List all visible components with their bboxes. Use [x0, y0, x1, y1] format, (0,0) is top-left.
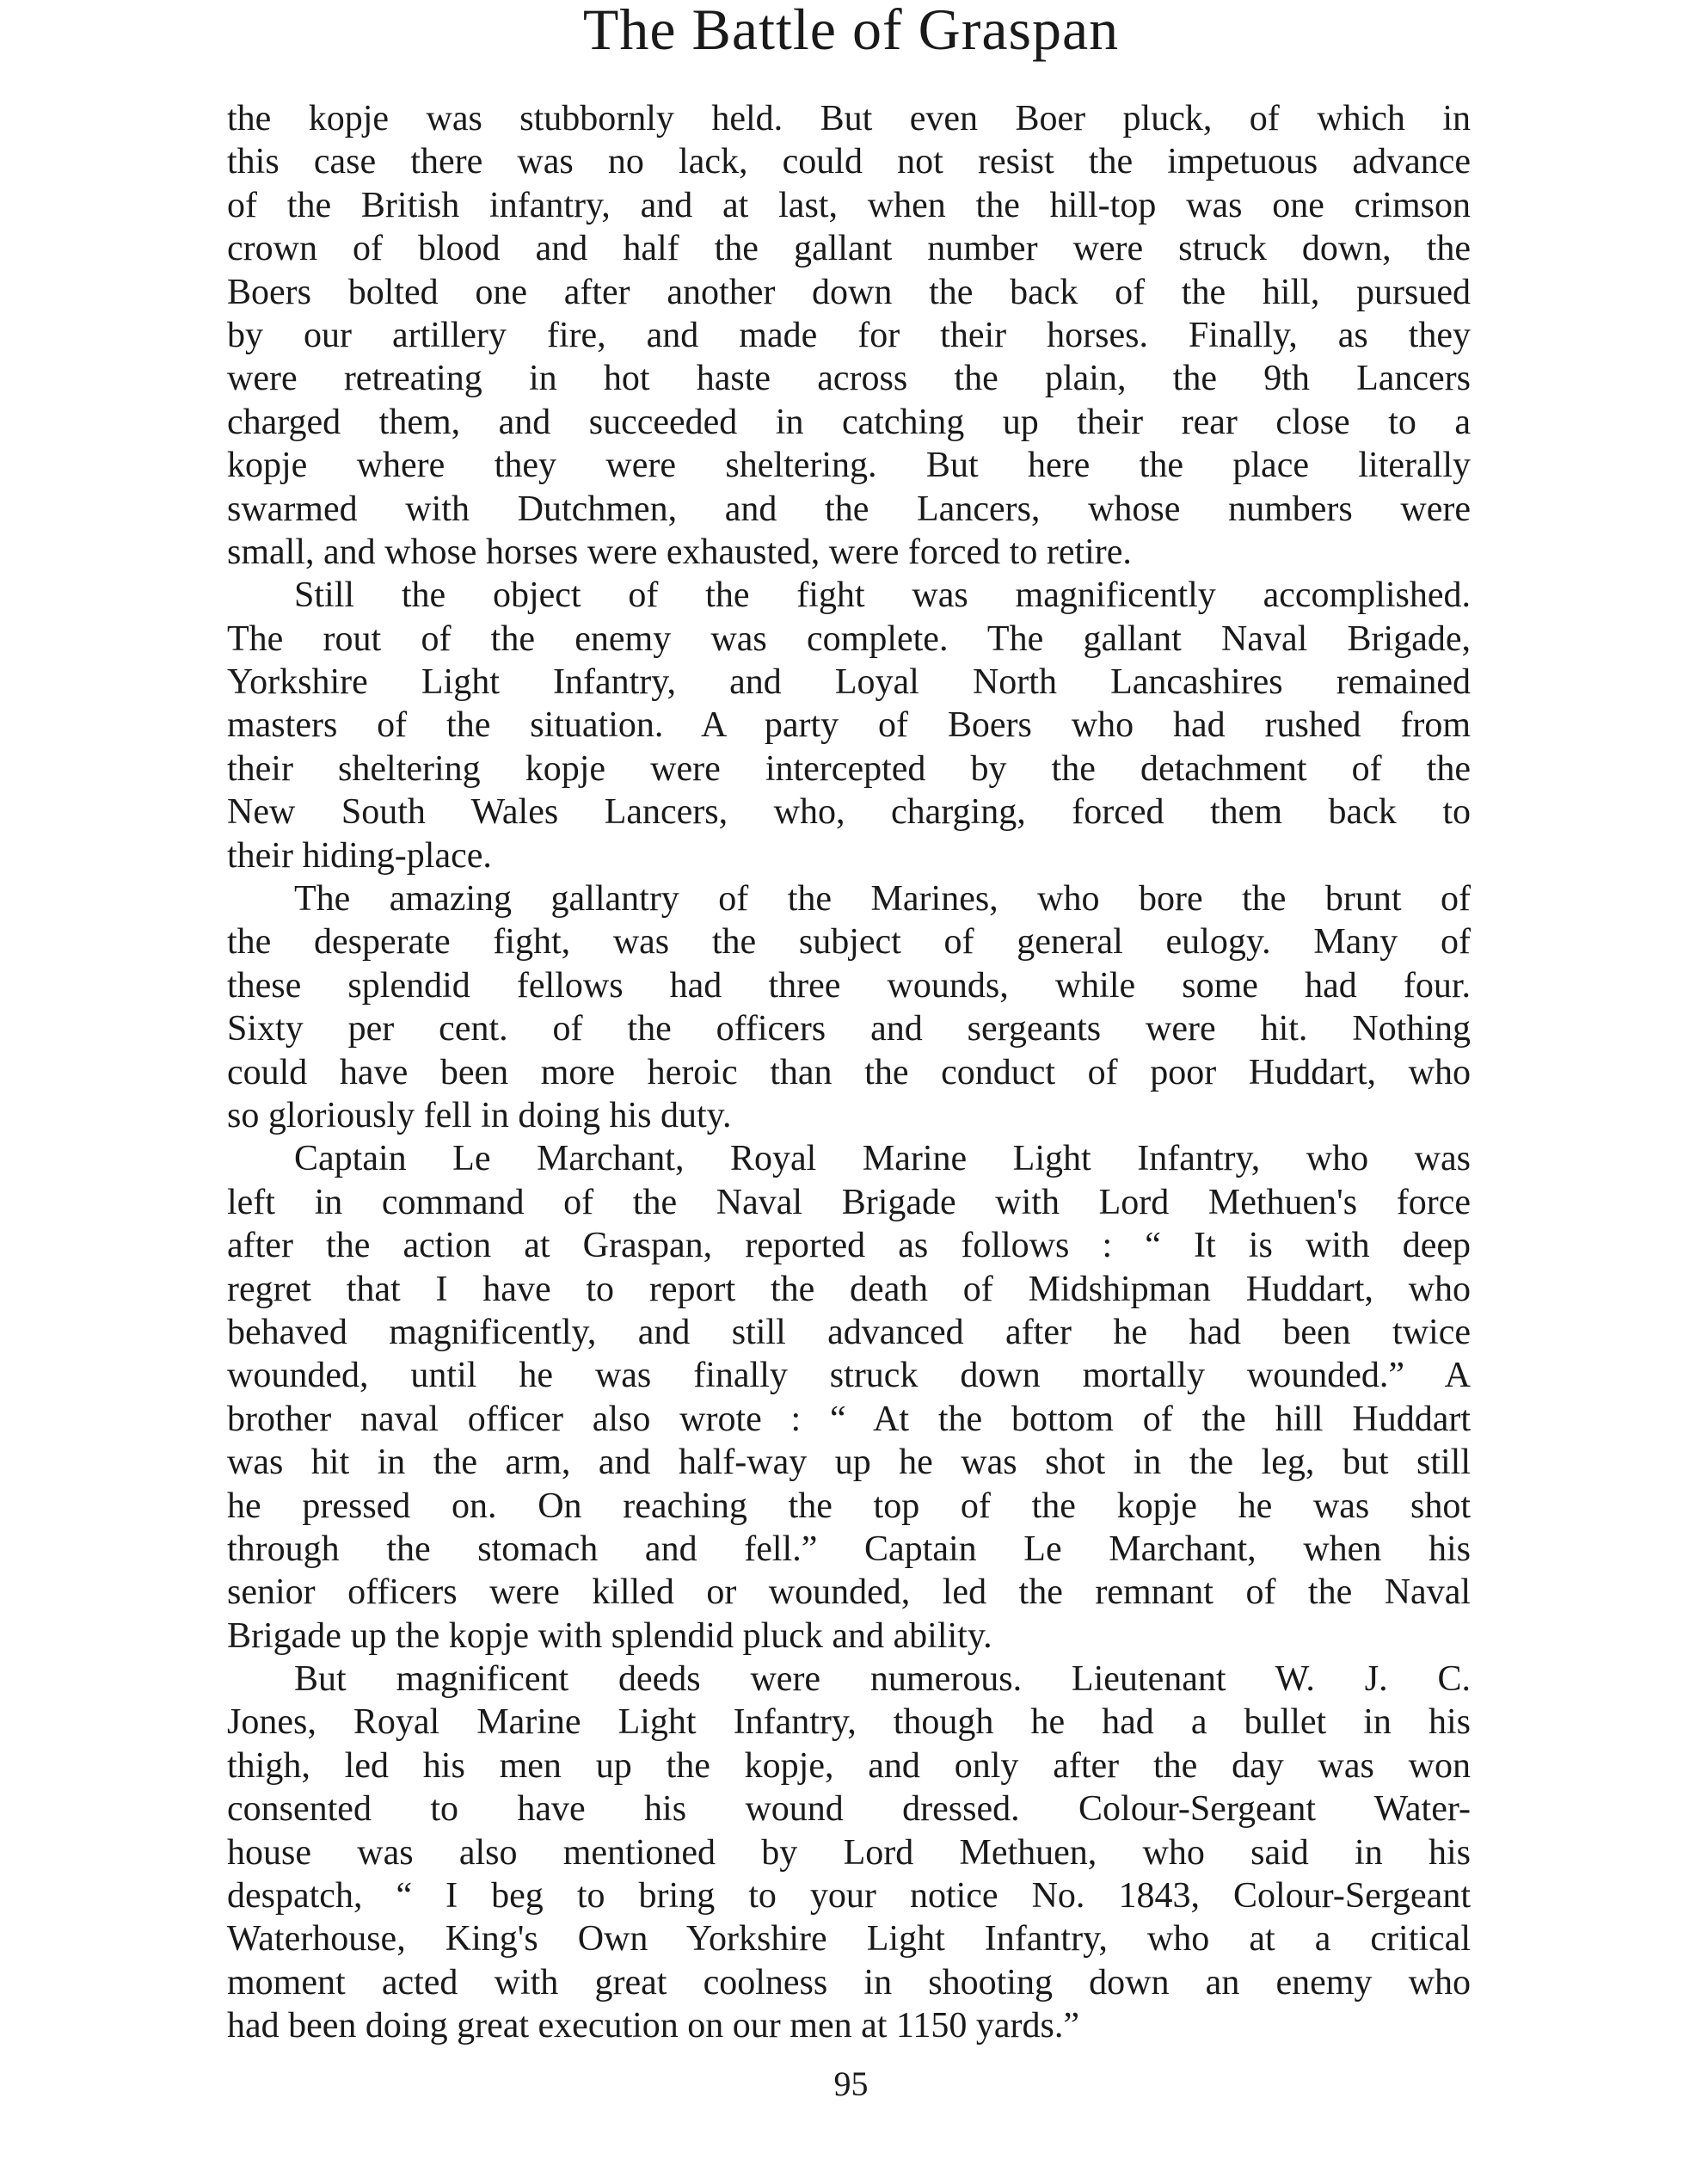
text-line: by our artillery fire, and made for their horses. Finally, as they	[227, 315, 1471, 355]
text-line: despatch, “ I beg to bring to your notice No. 1843, Colour-Sergeant	[227, 1876, 1471, 1916]
text-line: he pressed on. On reaching the top of the kopje he was shot	[227, 1486, 1471, 1526]
text-line: Yorkshire Light Infantry, and Loyal North Lancashires remained	[227, 662, 1471, 703]
text-line: through the stomach and fell.” Captain Le Marchant, when his	[227, 1529, 1471, 1569]
text-line: The rout of the enemy was complete. The gallant Naval Brigade,	[227, 618, 1471, 659]
text-line: kopje where they were sheltering. But here the place literally	[227, 446, 1471, 486]
paragraph	[227, 1137, 1471, 1658]
text-line: crown of blood and half the gallant number were struck down, the	[227, 229, 1471, 269]
text-line: behaved magnificently, and still advanced after he had been twice	[227, 1312, 1471, 1352]
text-line: The amazing gallantry of the Marines, who bore the brunt of	[294, 879, 1471, 920]
text-line: Brigade up the kopje with splendid pluck and ability.	[227, 1615, 992, 1656]
text-line: masters of the situation. A party of Boers who had rushed from	[227, 705, 1471, 746]
text-line: Still the object of the fight was magnificently accomplished.	[294, 575, 1471, 616]
text-line: swarmed with Dutchmen, and the Lancers, whose numbers were	[227, 489, 1471, 529]
paragraph	[227, 97, 1471, 574]
paragraph	[227, 1658, 1471, 2048]
text-line: charged them, and succeeded in catching up their rear close to a	[227, 402, 1471, 442]
text-line: consented to have his wound dressed. Colour-Sergeant Water-	[227, 1789, 1471, 1830]
text-line: Captain Le Marchant, Royal Marine Light Infantry, who was	[294, 1139, 1471, 1179]
text-line: small, and whose horses were exhausted, were forced to retire.	[227, 532, 1132, 572]
text-line: thigh, led his men up the kopje, and only after the day was won	[227, 1745, 1471, 1786]
text-line: could have been more heroic than the conduct of poor Huddart, who	[227, 1052, 1471, 1092]
paragraph	[227, 877, 1471, 1137]
text-line: Jones, Royal Marine Light Infantry, though he had a bullet in his	[227, 1702, 1471, 1743]
text-line: the desperate fight, was the subject of general eulogy. Many of	[227, 922, 1471, 963]
text-line: had been doing great execution on our men at 1150 yards.”	[227, 2006, 1079, 2046]
text-line: New South Wales Lancers, who, charging, forced them back to	[227, 792, 1471, 833]
text-line: their hiding-place.	[227, 835, 492, 876]
page-number: 95	[833, 2064, 869, 2103]
text-line: moment acted with great coolness in shooting down an enemy who	[227, 1962, 1471, 2003]
text-line: were retreating in hot haste across the plain, the 9th Lancers	[227, 359, 1471, 399]
text-line: after the action at Graspan, reported as follows : “ It is with deep	[227, 1226, 1471, 1266]
text-line: of the British infantry, and at last, when the hill-top was one crimson	[227, 185, 1471, 225]
body-text	[227, 97, 1471, 2048]
text-line: senior officers were killed or wounded, led the remnant of the Naval	[227, 1572, 1471, 1613]
text-line: left in command of the Naval Brigade with Lord Methuen's force	[227, 1182, 1471, 1222]
page-title: The Battle of Graspan	[582, 0, 1120, 62]
text-line: But magnificent deeds were numerous. Lieutenant W. J. C.	[294, 1659, 1471, 1700]
text-line: wounded, until he was finally struck down mortally wounded.” A	[227, 1356, 1471, 1396]
text-line: so gloriously fell in doing his duty.	[227, 1095, 732, 1135]
text-line: Waterhouse, King's Own Yorkshire Light Infantry, who at a critical	[227, 1919, 1471, 1959]
text-line: the kopje was stubbornly held. But even Boer pluck, of which in	[227, 99, 1471, 138]
text-line: Boers bolted one after another down the back of the hill, pursued	[227, 272, 1471, 312]
text-line: was hit in the arm, and half-way up he was shot in the leg, but still	[227, 1443, 1471, 1483]
text-line: house was also mentioned by Lord Methuen, who said in his	[227, 1832, 1471, 1873]
text-line: brother naval officer also wrote : “ At the bottom of the hill Huddart	[227, 1399, 1471, 1439]
text-line: Sixty per cent. of the officers and sergeants were hit. Nothing	[227, 1009, 1471, 1049]
text-line: their sheltering kopje were intercepted by the detachment of the	[227, 748, 1471, 789]
text-line: regret that I have to report the death of Midshipman Huddart, who	[227, 1269, 1471, 1309]
paragraph	[227, 574, 1471, 877]
text-line: these splendid fellows had three wounds, while some had four.	[227, 965, 1471, 1006]
text-line: this case there was no lack, could not resist the impetuous advance	[227, 142, 1471, 182]
